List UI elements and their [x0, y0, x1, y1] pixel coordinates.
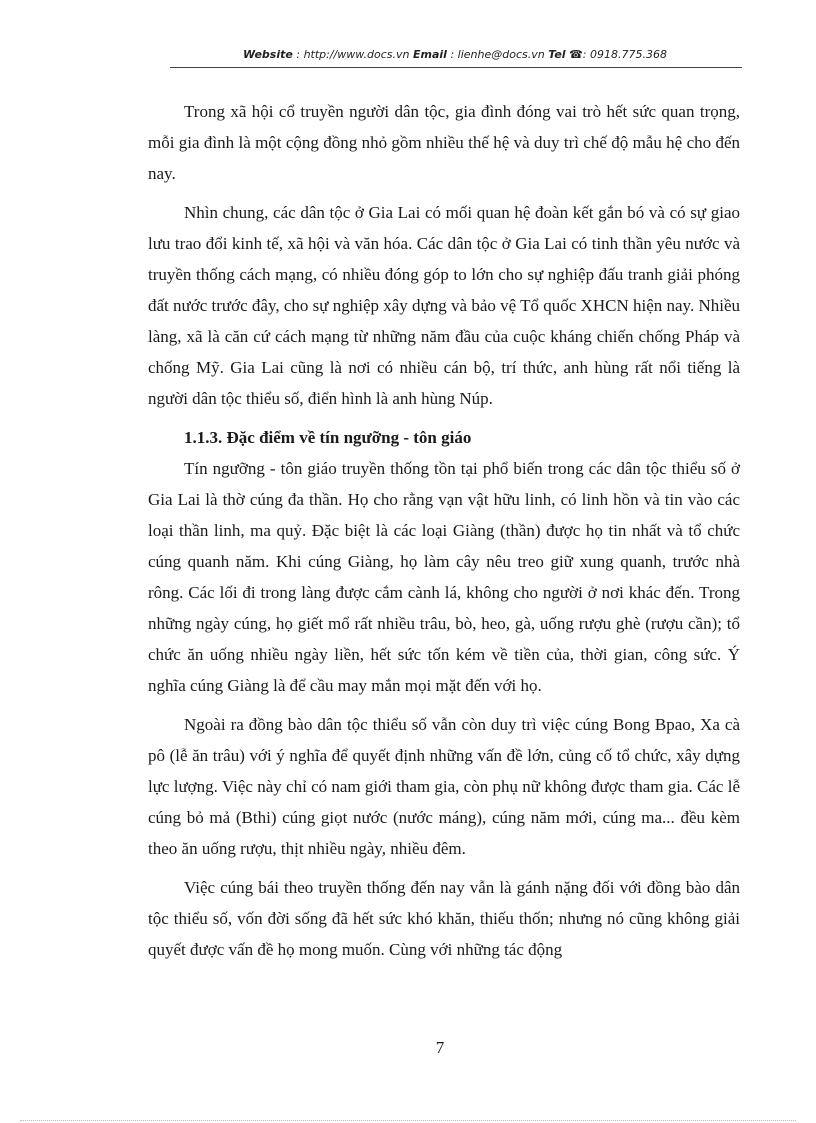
email-separator: :	[446, 48, 458, 61]
website-label: Website	[243, 48, 293, 61]
page-number: 7	[435, 1038, 445, 1057]
phone-icon: ☎	[569, 48, 583, 61]
paragraph-beliefs: Tín ngưỡng - tôn giáo truyền thống tồn tại phổ biến trong các dân tộc thiểu số ở Gia Lai là thờ cúng đa thần. Họ cho rằng vạn vật hữu linh, có linh hồn và tin vào các loại thần linh, ma quỷ. Đặc biệt là các loại Giàng (thần) được họ tin nhất và tổ chức cúng quanh năm. Khi cúng Giàng, họ làm cây nêu treo giữ xung quanh, trước nhà rông. Các lối đi trong làng được cắm cành lá, không cho người ở nơi khác đến. Trong những ngày cúng, họ giết mổ rất nhiều trâu, bò, heo, gà, uống rượu ghè (rượu cần); tổ chức ăn uống nhiều ngày liền, hết sức tốn kém về tiền của, thời gian, công sức. Ý nghĩa cúng Giàng là để cầu may mắn mọi mặt đến với họ.	[148, 459, 740, 695]
tel-number: : 0918.775.368	[582, 48, 667, 61]
email-label: Email	[413, 48, 447, 61]
document-body	[148, 96, 740, 973]
website-url: http://www.docs.vn	[303, 48, 410, 61]
section-heading: 1.1.3. Đặc điểm về tín ngưỡng - tôn giáo	[184, 428, 472, 447]
paragraph-ethnic-solidarity: Nhìn chung, các dân tộc ở Gia Lai có mối quan hệ đoàn kết gắn bó và có sự giao lưu trao đổi kinh tế, xã hội và văn hóa. Các dân tộc ở Gia Lai có tinh thần yêu nước và truyền thống cách mạng, có nhiều đóng góp to lớn cho sự nghiệp đấu tranh giải phóng đất nước trước đây, cho sự nghiệp xây dựng và bảo vệ Tổ quốc XHCN hiện nay. Nhiều làng, xã là căn cứ cách mạng từ những năm đầu của cuộc kháng chiến chống Pháp và chống Mỹ. Gia Lai cũng là nơi có nhiều cán bộ, trí thức, anh hùng rất nổi tiếng là người dân tộc thiểu số, điển hình là anh hùng Núp.	[148, 203, 740, 408]
paragraph-rituals: Ngoài ra đồng bào dân tộc thiểu số vẫn còn duy trì việc cúng Bong Bpao, Xa cà pô (lễ ăn trâu) với ý nghĩa để quyết định những vấn đề lớn, củng cố tổ chức, xây dựng lực lượng. Việc này chỉ có nam giới tham gia, còn phụ nữ không được tham gia. Các lễ cúng bỏ mả (Bthi) cúng giọt nước (nước máng), cúng năm mới, cúng ma... đều kèm theo ăn uống rượu, thịt nhiều ngày, nhiều đêm.	[148, 715, 740, 858]
footer-divider	[20, 1120, 796, 1121]
paragraph-family-role: Trong xã hội cổ truyền người dân tộc, gia đình đóng vai trò hết sức quan trọng, mỗi gia đình là một cộng đồng nhỏ gồm nhiều thế hệ và duy trì chế độ mẫu hệ cho đến nay.	[148, 102, 740, 183]
page-header	[170, 48, 740, 61]
tel-label: Tel	[548, 48, 566, 61]
website-separator: :	[292, 48, 304, 61]
paragraph-burden: Việc cúng bái theo truyền thống đến nay vẫn là gánh nặng đối với đồng bào dân tộc thiểu số, vốn đời sống đã hết sức khó khăn, thiếu thốn; nhưng nó cũng không giải quyết được vấn đề họ mong muốn. Cùng với những tác động	[148, 878, 740, 959]
email-address: lienhe@docs.vn	[457, 48, 545, 61]
header-divider	[170, 67, 742, 68]
